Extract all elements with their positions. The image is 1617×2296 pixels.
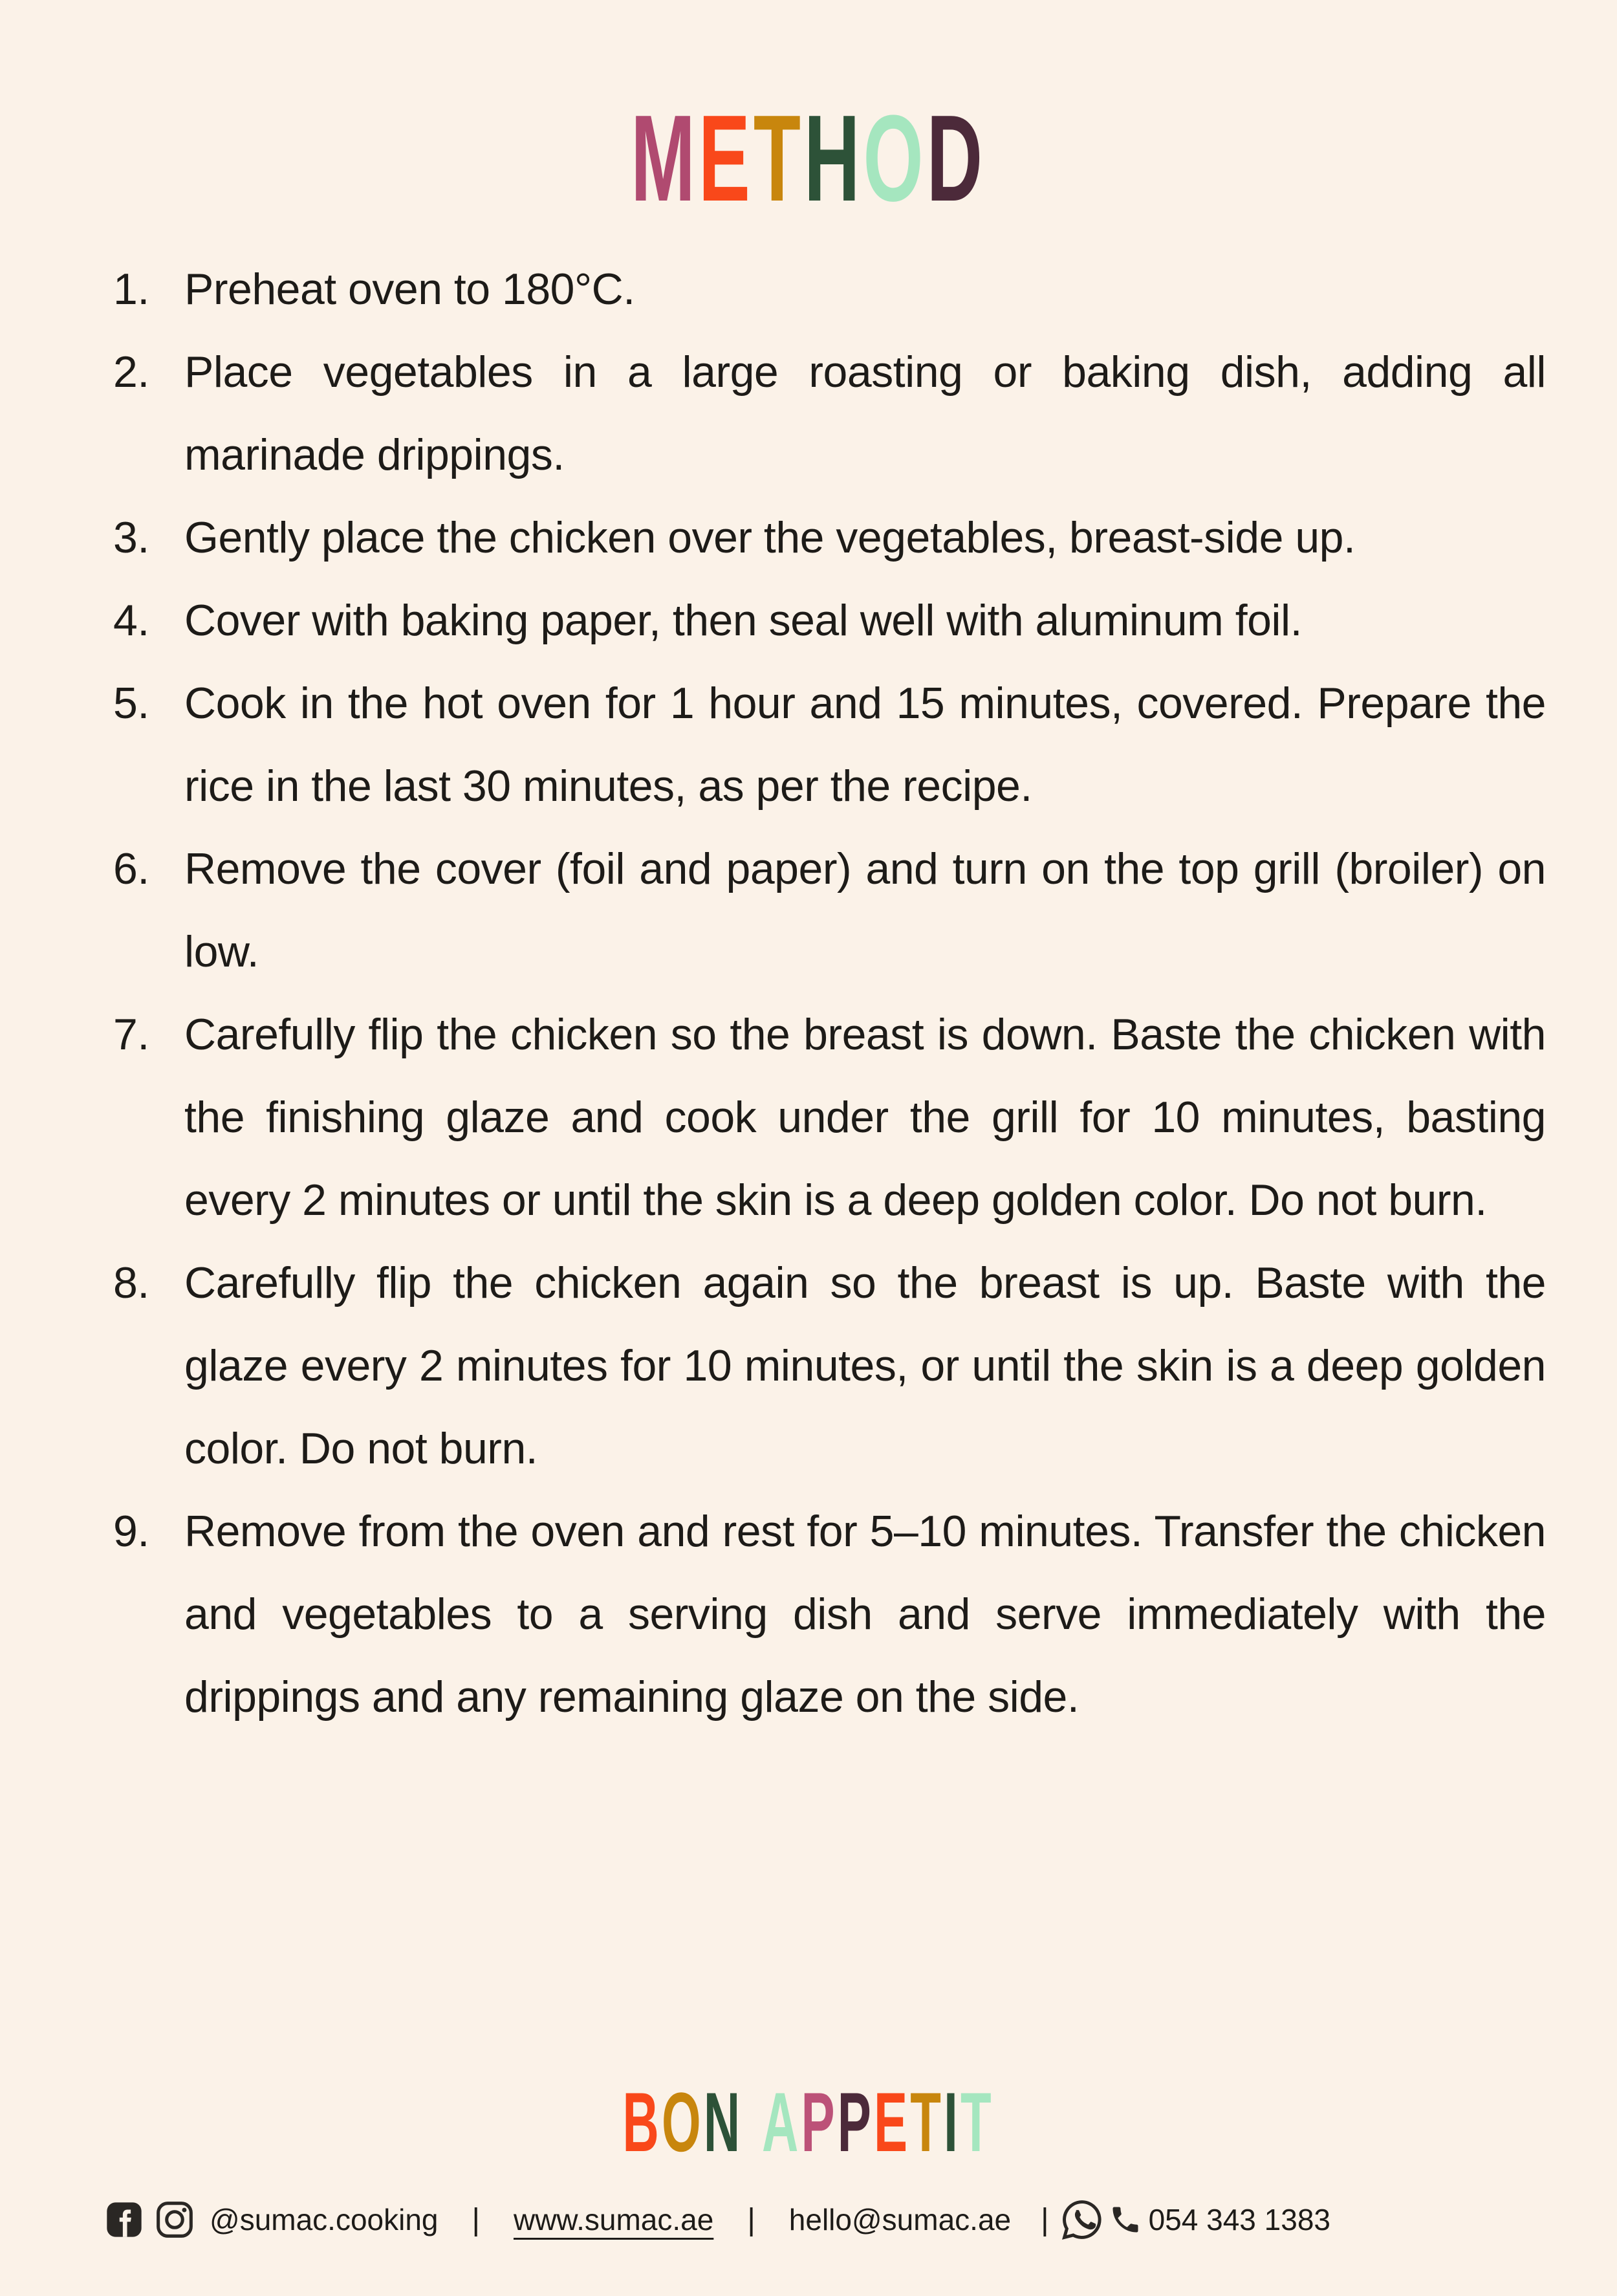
footer-contact-bar (103, 2197, 1539, 2242)
method-step (113, 993, 1546, 1241)
instagram-icon (154, 2199, 195, 2240)
step-text: Remove the cover (foil and paper) and turn on the top grill (broiler) on low. (184, 844, 1546, 976)
step-text: Preheat oven to 180°C. (184, 265, 635, 314)
phone-icon (1109, 2203, 1142, 2236)
method-step (113, 1241, 1546, 1490)
step-text: Gently place the chicken over the vegetables, breast-side up. (184, 513, 1356, 562)
step-number: 3. (113, 513, 149, 562)
title-letter: T (754, 90, 805, 227)
title-letter: E (874, 2075, 911, 2169)
method-steps-list (113, 248, 1546, 1738)
step-text: Remove from the oven and rest for 5–10 minutes. Transfer the chicken and vegetables to a serving dish and serve immediately with the drippings and any remaining glaze on the side. (184, 1507, 1546, 1722)
title-letter: H (804, 90, 863, 227)
title-letter: M (631, 90, 699, 227)
bon-appetit-word (622, 2075, 995, 2169)
bon-appetit-title (0, 2075, 1617, 2169)
whatsapp-icon (1059, 2197, 1105, 2242)
title-letter: P (838, 2075, 874, 2169)
method-step (113, 579, 1546, 662)
step-number: 8. (113, 1258, 149, 1307)
separator: | (1041, 2202, 1049, 2237)
step-text: Cook in the hot oven for 1 hour and 15 minutes, covered. Prepare the rice in the last 30 minutes, as per the recipe. (184, 679, 1546, 811)
facebook-icon (103, 2199, 145, 2240)
phone-number: 054 343 1383 (1148, 2203, 1330, 2236)
step-number: 7. (113, 1010, 149, 1059)
step-number: 2. (113, 347, 149, 397)
step-number: 9. (113, 1507, 149, 1556)
title-letter: P (801, 2075, 838, 2169)
title-letter: O (662, 2075, 704, 2169)
method-step (113, 662, 1546, 827)
step-number: 4. (113, 596, 149, 645)
title-letter: T (910, 2075, 944, 2169)
separator: | (472, 2202, 480, 2237)
step-number: 1. (113, 265, 149, 314)
step-number: 5. (113, 679, 149, 728)
page-title (0, 90, 1617, 227)
method-step (113, 248, 1546, 331)
step-text: Carefully flip the chicken again so the breast is up. Baste with the glaze every 2 minutes for 10 minutes, or until the skin is a deep golden color. Do not burn. (184, 1258, 1546, 1473)
title-letter: I (944, 2075, 961, 2169)
title-letter: T (960, 2075, 995, 2169)
separator: | (747, 2202, 755, 2237)
step-text: Place vegetables in a large roasting or baking dish, adding all marinade drippings. (184, 347, 1546, 479)
step-text: Carefully flip the chicken so the breast is down. Baste the chicken with the finishing glaze and cook under the grill for 10 minutes, basting every 2 minutes or until the skin is a deep golden color. Do not burn. (184, 1010, 1546, 1225)
step-text: Cover with baking paper, then seal well with aluminum foil. (184, 596, 1303, 645)
method-step (113, 331, 1546, 496)
title-letter: N (704, 2075, 743, 2169)
title-letter: E (699, 90, 754, 227)
email-text: hello@sumac.ae (788, 2203, 1012, 2236)
method-title (631, 90, 986, 227)
method-step (113, 827, 1546, 993)
social-handle: @sumac.cooking (210, 2203, 439, 2236)
method-step (113, 1490, 1546, 1738)
method-step (113, 496, 1546, 579)
step-number: 6. (113, 844, 149, 893)
title-letter: O (863, 90, 927, 227)
website-link[interactable]: www.sumac.ae (513, 2203, 714, 2236)
title-letter: D (926, 90, 986, 227)
title-letter: A (762, 2075, 801, 2169)
title-letter: B (622, 2075, 662, 2169)
